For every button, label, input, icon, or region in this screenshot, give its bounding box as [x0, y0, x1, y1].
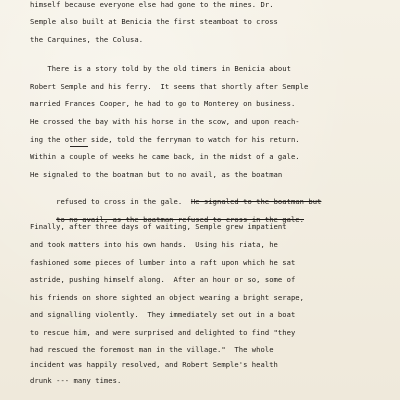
text-line-19: to rescue him, and were surprised and delighted to find "they	[30, 328, 296, 337]
text-line-6: married Frances Cooper, he had to go to Monterey on business.	[30, 99, 296, 108]
text-line-13: Finally, after three days of waiting, Semple grew impatient	[30, 222, 287, 231]
text-line-11-kept: refused to cross in the gale.	[56, 197, 191, 206]
text-line-17: his friends on shore sighted an object wearing a bright serape,	[30, 293, 304, 302]
text-line-16: astride, pushing himself along. After an hour or so, some of	[30, 275, 296, 284]
text-line-2: Semple also built at Benicia the first steamboat to cross	[30, 17, 278, 26]
text-line-12	[30, 205, 305, 224]
text-line-9: Within a couple of weeks he came back, in the midst of a gale.	[30, 152, 300, 161]
text-line-1: himself because everyone else had gone to the mines. Dr.	[30, 0, 274, 9]
text-line-8: ing the other side, told the ferryman to watch for his return.	[30, 135, 300, 144]
text-line-20: had rescued the foremost man in the village." The whole	[30, 345, 274, 354]
text-line-14: and took matters into his own hands. Using his riata, he	[30, 240, 278, 249]
struck-out-text-continued: to no avail, as the boatman refused to cross in the gale.	[56, 215, 305, 224]
text-line-3: the Carquines, the Colusa.	[30, 35, 144, 44]
text-line-5: Robert Semple and his ferry. It seems that shortly after Semple	[30, 82, 309, 91]
text-line-11	[30, 187, 322, 206]
text-line-22: drunk --- many times.	[30, 376, 122, 385]
text-line-7: He crossed the bay with his horse in the scow, and upon reach-	[30, 117, 300, 126]
text-line-18: and signalling violently. They immediately set out in a boat	[30, 310, 296, 319]
text-line-10: He signaled to the boatman but to no avail, as the boatman	[30, 170, 283, 179]
struck-out-text: He signaled to the boatman but	[190, 197, 322, 206]
text-line-21: incident was happily resolved, and Robert Semple's health	[30, 360, 278, 369]
text-line-15: fashioned some pieces of lumber into a raft upon which he sat	[30, 258, 296, 267]
text-line-4: There is a story told by the old timers in Benicia about	[30, 64, 291, 73]
pencil-underline-mark	[70, 146, 88, 147]
